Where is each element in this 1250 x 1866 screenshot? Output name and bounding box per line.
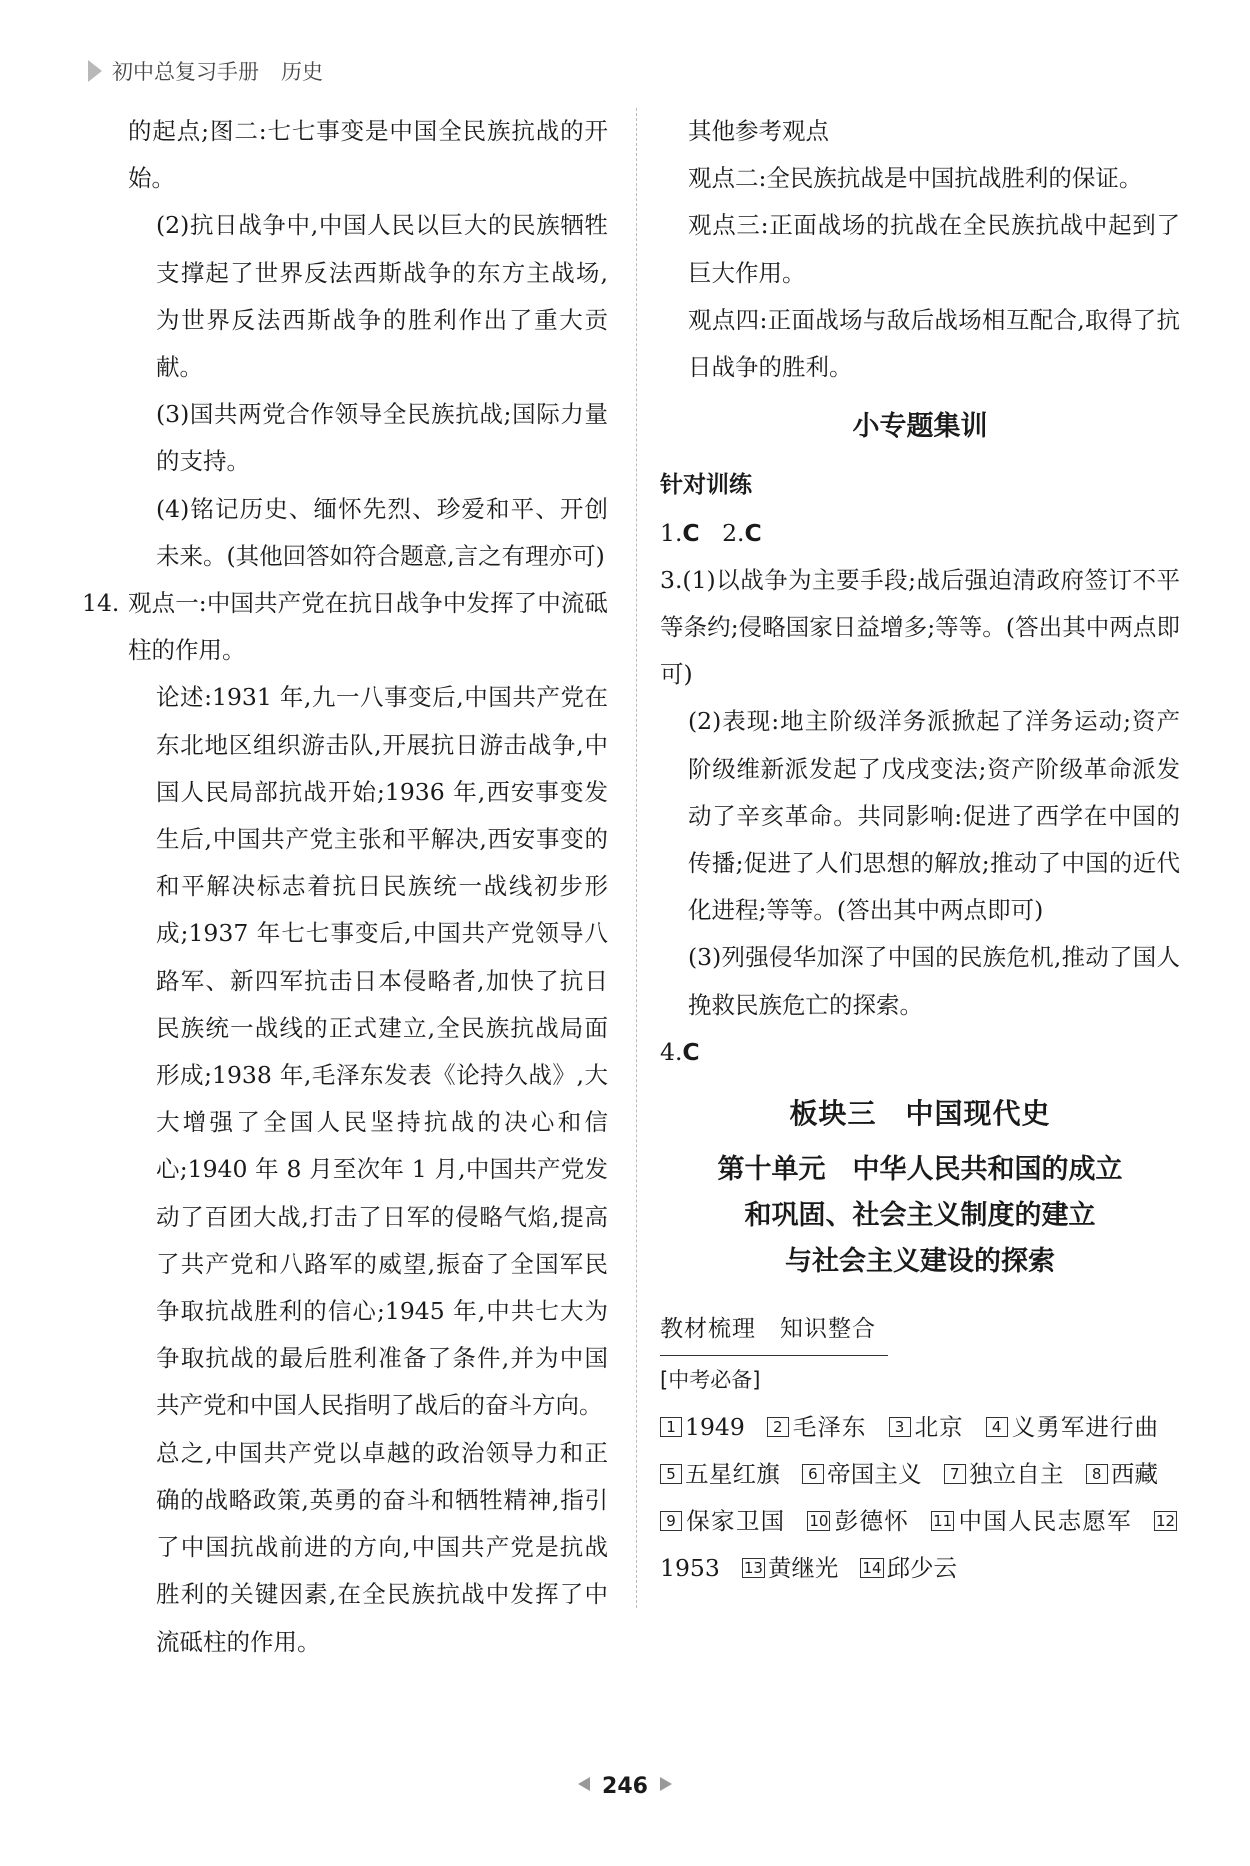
fill-value: 西藏 bbox=[1110, 1459, 1159, 1488]
page-footer bbox=[0, 1774, 1250, 1799]
fill-number: 7 bbox=[944, 1464, 966, 1484]
fill-value: 帝国主义 bbox=[826, 1459, 922, 1488]
fill-number: 3 bbox=[889, 1417, 911, 1437]
fill-number: 13 bbox=[743, 1559, 763, 1578]
fill-item bbox=[860, 1554, 957, 1582]
column-divider bbox=[636, 108, 637, 1608]
left-column bbox=[82, 108, 608, 1666]
fill-value: 保家卫国 bbox=[685, 1507, 786, 1536]
right-column bbox=[660, 108, 1180, 1592]
fill-item bbox=[742, 1554, 839, 1582]
fill-item bbox=[660, 1460, 780, 1488]
answer-text: 的起点;图二:七七事变是中国全民族抗战的开始。 bbox=[128, 117, 608, 193]
textbook-label: 教材梳理 知识整合 bbox=[660, 1306, 888, 1356]
fill-value: 邱少云 bbox=[886, 1554, 957, 1583]
sub-title: 针对训练 bbox=[660, 472, 752, 499]
question-number: 3. bbox=[660, 565, 683, 594]
fill-value: 北京 bbox=[913, 1412, 964, 1441]
question-14 bbox=[82, 580, 608, 674]
answer-text: (4)铭记历史、缅怀先烈、珍爱和平、开创未来。(其他回答如符合题意,言之有理亦可) bbox=[156, 494, 608, 570]
book-title: 初中总复习手册 bbox=[112, 60, 259, 84]
answer-text: 观点四:正面战场与敌后战场相互配合,取得了抗日战争的胜利。 bbox=[688, 305, 1180, 382]
fill-value: 毛泽东 bbox=[791, 1412, 867, 1441]
left-triangle-icon bbox=[578, 1777, 590, 1791]
fill-value: 中国人民志愿军 bbox=[957, 1507, 1132, 1536]
unit-title-line: 和巩固、社会主义制度的建立 bbox=[744, 1200, 1096, 1232]
right-triangle-icon bbox=[660, 1777, 672, 1791]
answer-text: (2)表现:地主阶级洋务派掀起了洋务运动;资产阶级维新派发起了戊戌变法;资产阶级革命派发动了辛亥革命。共同影响:促进了西学在中国的传播;促进了人们思想的解放;推动了中国的近代化进程;等等。(答出其中两点即可) bbox=[688, 707, 1180, 925]
fill-value: 五星红旗 bbox=[685, 1459, 780, 1488]
plate-title: 板块三 中国现代史 bbox=[789, 1097, 1051, 1131]
fill-number: 12 bbox=[1155, 1512, 1176, 1531]
answer-text: (2)抗日战争中,中国人民以巨大的民族牺牲支撑起了世界反法西斯战争的东方主战场,为世界反法西斯战争的胜利作出了重大贡献。 bbox=[156, 211, 608, 382]
fill-item bbox=[986, 1413, 1158, 1441]
fill-number: 9 bbox=[660, 1511, 682, 1531]
fill-item bbox=[1086, 1460, 1158, 1488]
header-arrow-icon bbox=[88, 60, 102, 82]
unit-title-line: 与社会主义建设的探索 bbox=[785, 1246, 1055, 1278]
fill-item bbox=[660, 1507, 785, 1535]
page-header bbox=[88, 56, 323, 86]
fill-value: 1953 bbox=[660, 1554, 720, 1583]
fill-item bbox=[660, 1413, 745, 1441]
fill-line bbox=[660, 1404, 1180, 1593]
fill-number: 6 bbox=[802, 1464, 824, 1484]
answer-letter: C bbox=[682, 1037, 700, 1066]
fill-number: 4 bbox=[986, 1417, 1008, 1437]
question-number: 1. bbox=[660, 518, 683, 547]
fill-value: 1949 bbox=[685, 1412, 745, 1441]
fill-number: 10 bbox=[809, 1512, 829, 1531]
fill-number: 2 bbox=[767, 1417, 789, 1437]
answer-text: 观点二:全民族抗战是中国抗战胜利的保证。 bbox=[688, 164, 1143, 193]
fill-item bbox=[802, 1460, 922, 1488]
answer-text: 观点三:正面战场的抗战在全民族抗战中起到了巨大作用。 bbox=[688, 211, 1180, 287]
fill-value: 独立自主 bbox=[968, 1459, 1064, 1488]
fill-number: 11 bbox=[933, 1512, 953, 1531]
fill-value: 黄继光 bbox=[767, 1554, 839, 1583]
question-number: 4. bbox=[660, 1037, 683, 1066]
answers-1-2 bbox=[660, 510, 1180, 557]
answer-text: (3)国共两党合作领导全民族抗战;国际力量的支持。 bbox=[156, 400, 608, 476]
fill-item bbox=[807, 1507, 909, 1535]
fill-item bbox=[944, 1460, 1064, 1488]
question-3 bbox=[660, 557, 1180, 699]
fill-item bbox=[767, 1413, 867, 1441]
unit-title bbox=[660, 1147, 1180, 1285]
unit-title-line: 第十单元 中华人民共和国的成立 bbox=[717, 1154, 1123, 1186]
fill-value: 彭德怀 bbox=[833, 1507, 910, 1536]
answer-text: (3)列强侵华加深了中国的民族危机,推动了国人挽救民族危亡的探索。 bbox=[688, 943, 1180, 1019]
exam-label-text: 中考必备 bbox=[668, 1368, 753, 1393]
page-number: 246 bbox=[602, 1774, 648, 1799]
answer-text: 其他参考观点 bbox=[688, 117, 829, 145]
question-number: 2. bbox=[722, 518, 745, 547]
answer-4 bbox=[660, 1029, 1180, 1076]
exam-label: [中考必备] bbox=[660, 1368, 761, 1393]
answer-letter: C bbox=[682, 518, 700, 547]
answer-text: (1)以战争为主要手段;战后强迫清政府签订不平等条约;侵略国家日益增多;等等。(答出其中两点即可) bbox=[660, 565, 1180, 689]
fill-item bbox=[889, 1413, 964, 1441]
fill-number: 14 bbox=[862, 1559, 882, 1578]
question-number: 14. bbox=[82, 589, 120, 618]
answer-letter: C bbox=[744, 518, 762, 547]
fill-value: 义勇军进行曲 bbox=[1010, 1412, 1159, 1441]
fill-number: 5 bbox=[660, 1464, 682, 1484]
fill-item bbox=[931, 1507, 1132, 1535]
section-title: 小专题集训 bbox=[852, 411, 988, 443]
answer-text: 观点一:中国共产党在抗日战争中发挥了中流砥柱的作用。 bbox=[128, 589, 608, 665]
answer-text: 论述:1931 年,九一八事变后,中国共产党在东北地区组织游击队,开展抗日游击战争,中国人民局部抗战开始;1936 年,西安事变发生后,中国共产党主张和平解决,西安事变的和平解决标志着抗日民族统一战线初步形成;1937 年七七事变后,中国共产党领导八路军、新四军抗击日本侵略者,加快了抗日民族统一战线的正式建立,全民族抗战局面形成;1938 年,毛泽东发表《论持久战》,大大增强了全国人民坚持抗战的决心和信心;1940 年 8 月至次年 1 月,中国共产党发动了百团大战,打击了日军的侵略气焰,提高了共产党和八路军的威望,振奋了全国军民争取抗战胜利的信心;1945 年,中共七大为争取抗战的最后胜利准备了条件,并为中国共产党和中国人民指明了战后的奋斗方向。 bbox=[156, 683, 608, 1420]
subject-label: 历史 bbox=[281, 60, 323, 84]
answer-text: 总之,中国共产党以卓越的政治领导力和正确的战略政策,英勇的奋斗和牺牲精神,指引了中国抗战前进的方向,中国共产党是抗战胜利的关键因素,在全民族抗战中发挥了中流砥柱的作用。 bbox=[156, 1438, 608, 1656]
fill-number: 1 bbox=[660, 1417, 682, 1437]
fill-number: 8 bbox=[1086, 1464, 1108, 1484]
